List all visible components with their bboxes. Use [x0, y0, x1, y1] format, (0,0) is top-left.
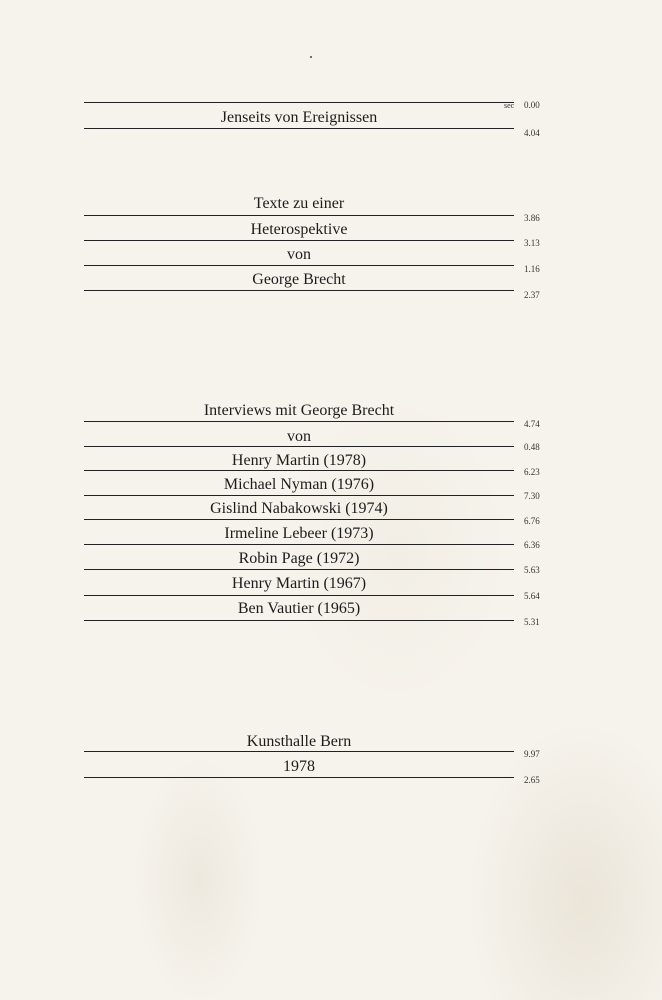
rule — [84, 290, 514, 291]
speck — [310, 56, 312, 58]
duration-value: 3.13 — [524, 238, 540, 248]
duration-value: 6.36 — [524, 540, 540, 550]
unit-label: sec — [504, 101, 515, 110]
rule — [84, 265, 514, 266]
rule — [84, 470, 514, 471]
duration-value: 5.63 — [524, 565, 540, 575]
rule — [84, 128, 514, 129]
rule — [84, 495, 514, 496]
title-line: 1978 — [283, 758, 315, 775]
rule — [84, 751, 514, 752]
duration-value: 2.65 — [524, 775, 540, 785]
title-line: Interviews mit George Brecht — [203, 402, 395, 419]
rule — [84, 215, 514, 216]
rule — [84, 595, 514, 596]
rule — [84, 446, 514, 447]
duration-value: 7.30 — [524, 491, 540, 501]
title-line: Texte zu einer — [253, 195, 345, 212]
duration-value: 3.86 — [524, 213, 540, 223]
title-line: Heterospektive — [250, 221, 348, 238]
duration-value: 1.16 — [524, 264, 540, 274]
title-line: Gislind Nabakowski (1974) — [210, 500, 388, 517]
rule — [84, 544, 514, 545]
rule — [84, 519, 514, 520]
title-line: Jenseits von Ereignissen — [220, 109, 378, 126]
title-line: Michael Nyman (1976) — [223, 476, 375, 493]
title-line: Henry Martin (1978) — [231, 452, 367, 469]
start-value: 0.00 — [524, 100, 540, 110]
duration-value: 4.74 — [524, 419, 540, 429]
duration-value: 6.23 — [524, 467, 540, 477]
title-line: Henry Martin (1967) — [231, 575, 367, 592]
duration-value: 4.04 — [524, 128, 540, 138]
rule — [84, 620, 514, 621]
rule — [84, 421, 514, 422]
rule — [84, 240, 514, 241]
duration-value: 6.76 — [524, 516, 540, 526]
title-line: von — [287, 428, 311, 445]
title-line: Ben Vautier (1965) — [237, 600, 361, 617]
rule — [84, 569, 514, 570]
title-line: George Brecht — [252, 271, 346, 288]
duration-value: 5.64 — [524, 591, 540, 601]
duration-value: 9.97 — [524, 749, 540, 759]
rule — [84, 777, 514, 778]
rule-top — [84, 102, 514, 103]
title-line: Robin Page (1972) — [238, 550, 360, 567]
duration-value: 2.37 — [524, 290, 540, 300]
title-line: von — [287, 246, 311, 263]
duration-value: 5.31 — [524, 617, 540, 627]
duration-value: 0.48 — [524, 442, 540, 452]
title-line: Irmeline Lebeer (1973) — [224, 525, 374, 542]
title-line: Kunsthalle Bern — [246, 733, 352, 750]
